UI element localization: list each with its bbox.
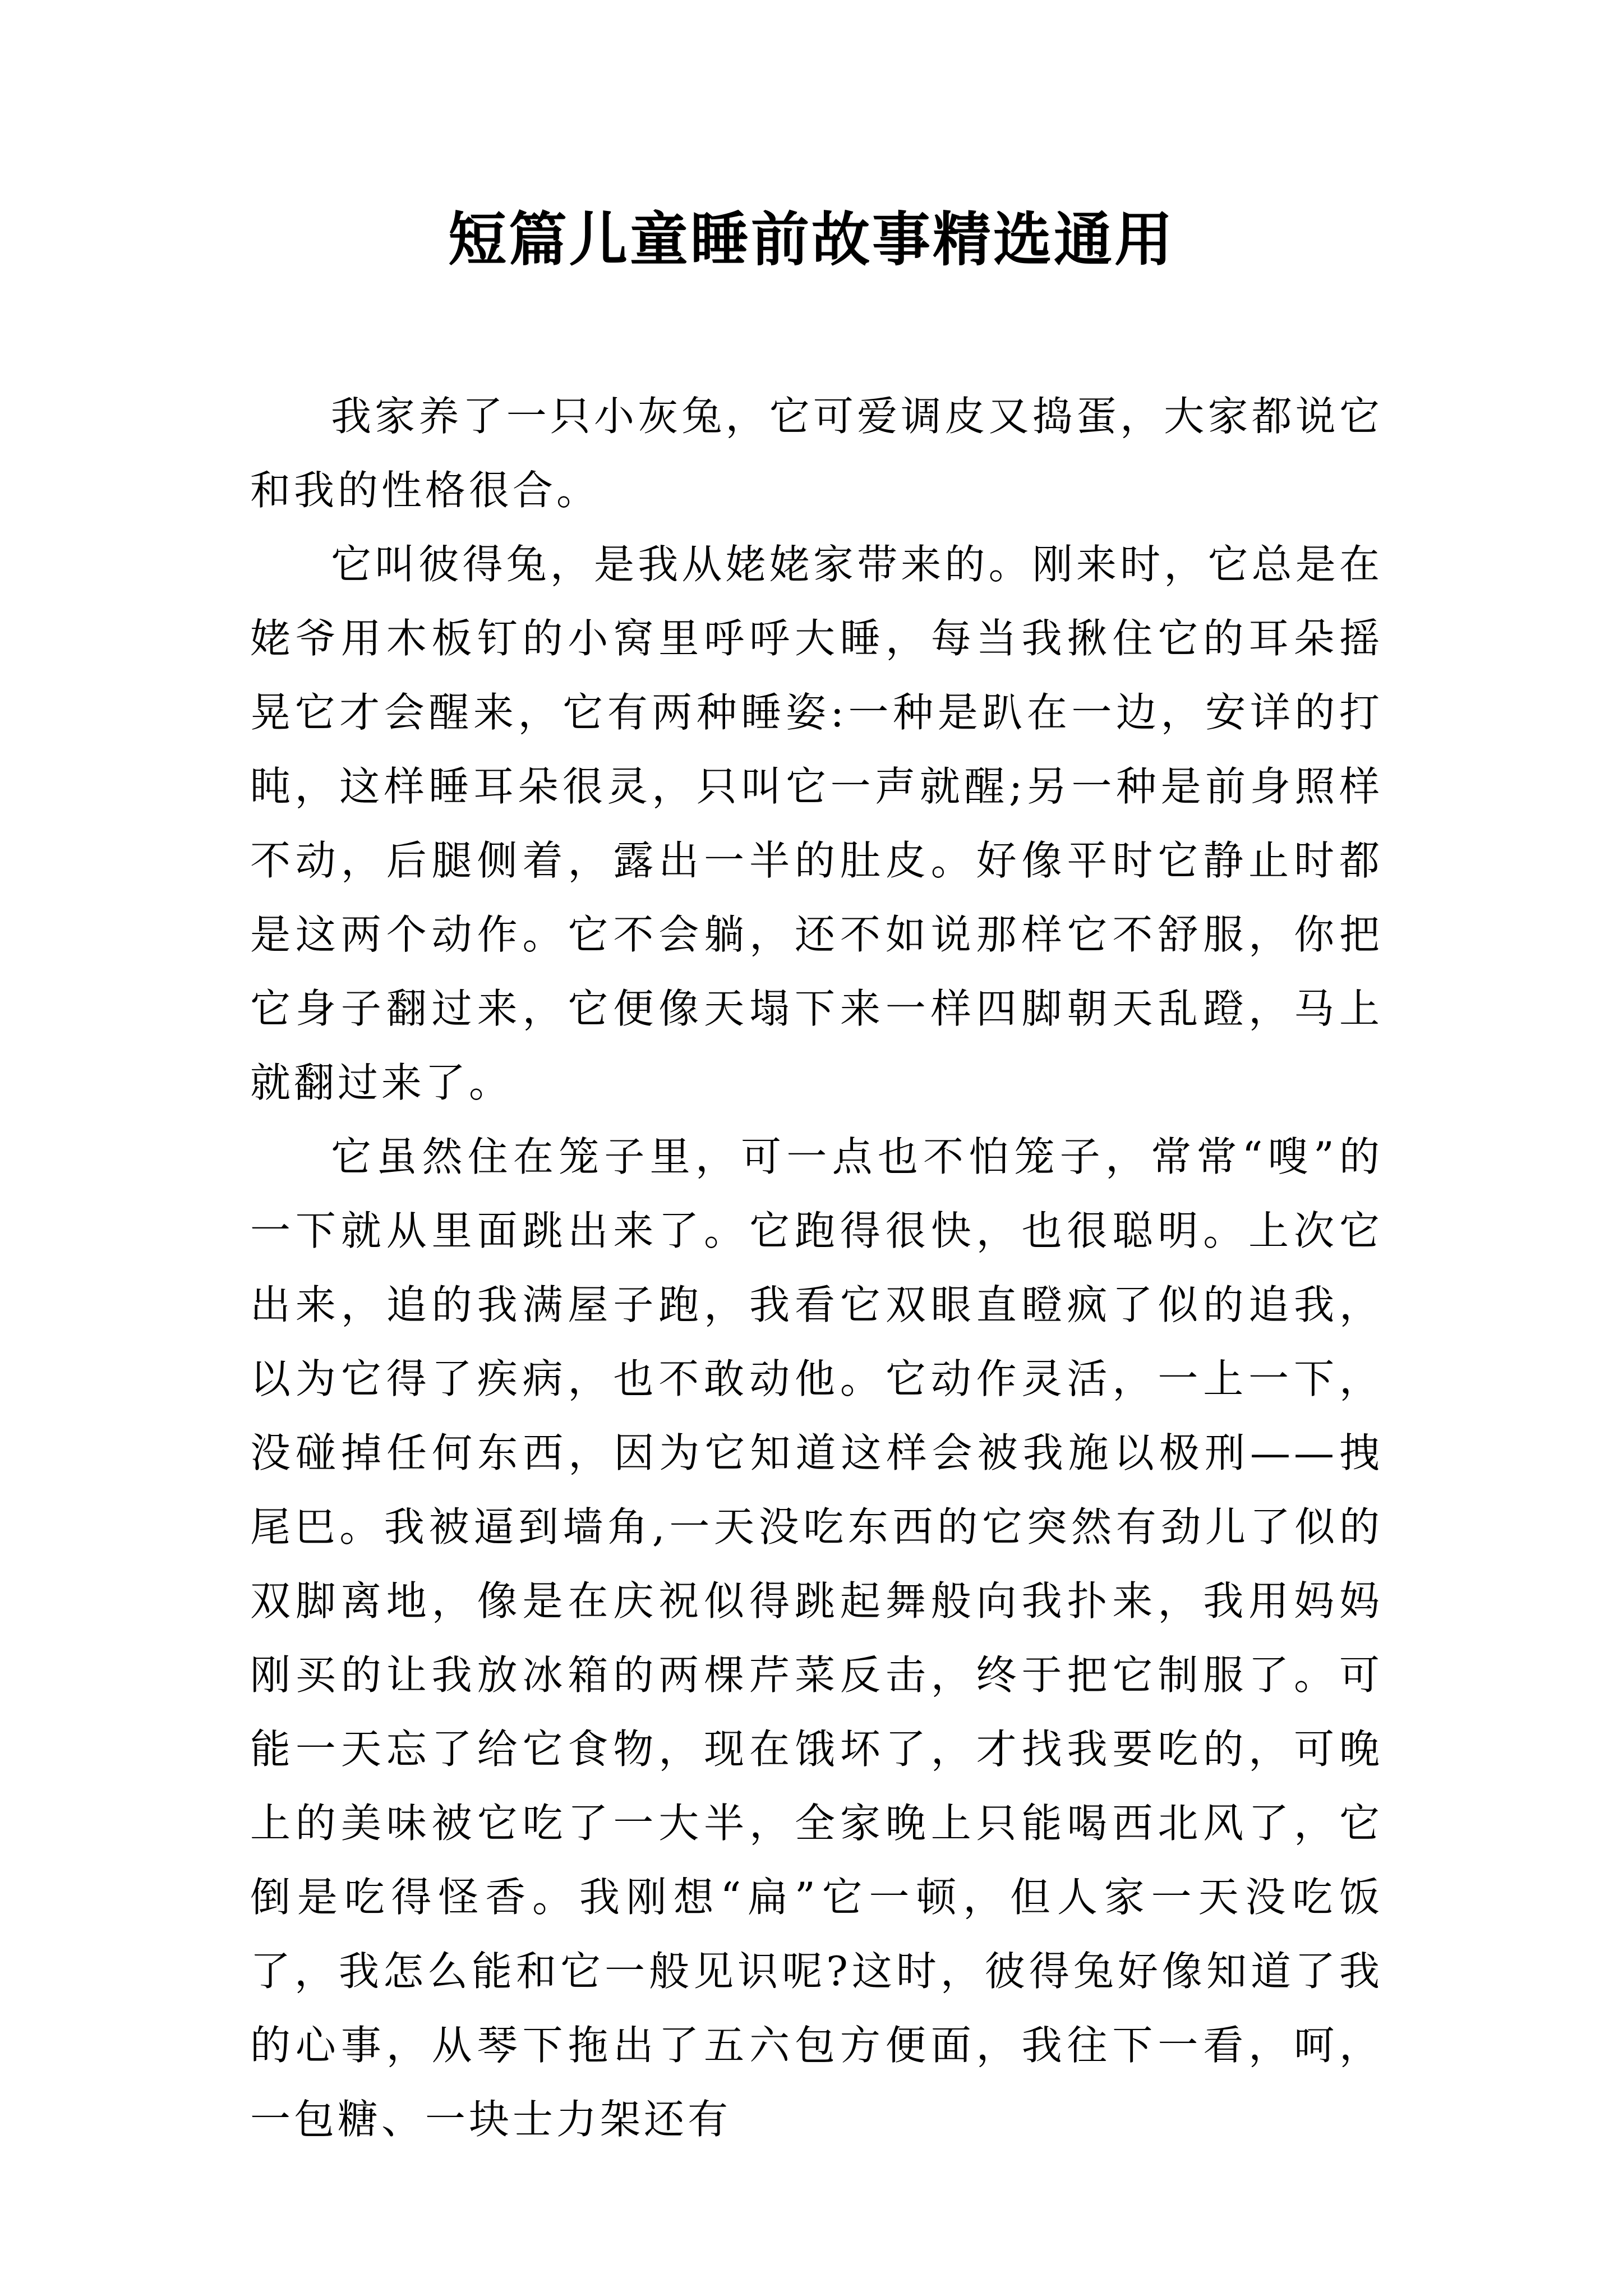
paragraph: 它叫彼得兔，是我从姥姥家带来的。刚来时，它总是在姥爷用木板钉的小窝里呼呼大睡，每当我揪住它的耳朵摇晃它才会醒来，它有两种睡姿:一种是趴在一边，安详的打盹，这样睡耳朵很灵，只叫它一声就醒;另一种是前身照样不动，后腿侧着，露出一半的肚皮。好像平时它静止时都是这两个动作。它不会躺，还不如说那样它不舒服，你把它身子翻过来，它便像天塌下来一样四脚朝天乱蹬，马上就翻过来了。 bbox=[250, 541, 1383, 1106]
document-body bbox=[250, 379, 1383, 2156]
document-title: 短篇儿童睡前故事精选通用 bbox=[448, 205, 1175, 274]
paragraph: 它虽然住在笼子里，可一点也不怕笼子，常常“嗖”的一下就从里面跳出来了。它跑得很快，也很聪明。上次它出来，追的我满屋子跑，我看它双眼直瞪疯了似的追我，以为它得了疾病，也不敢动他。它动作灵活，一上一下，没碰掉任何东西，因为它知道这样会被我施以极刑——拽尾巴。我被逼到墙角,一天没吃东西的它突然有劲儿了似的双脚离地，像是在庆祝似得跳起舞般向我扑来，我用妈妈刚买的让我放冰箱的两棵芹菜反击，终于把它制服了。可能一天忘了给它食物，现在饿坏了，才找我要吃的，可晚上的美味被它吃了一大半，全家晚上只能喝西北风了，它倒是吃得怪香。我刚想“扁”它一顿，但人家一天没吃饭了，我怎么能和它一般见识呢?这时，彼得兔好像知道了我的心事，从琴下拖出了五六包方便面，我往下一看，呵，一包糖、一块士力架还有 bbox=[250, 1133, 1383, 2143]
paragraph: 我家养了一只小灰兔，它可爱调皮又捣蛋，大家都说它和我的性格很合。 bbox=[250, 393, 1383, 514]
